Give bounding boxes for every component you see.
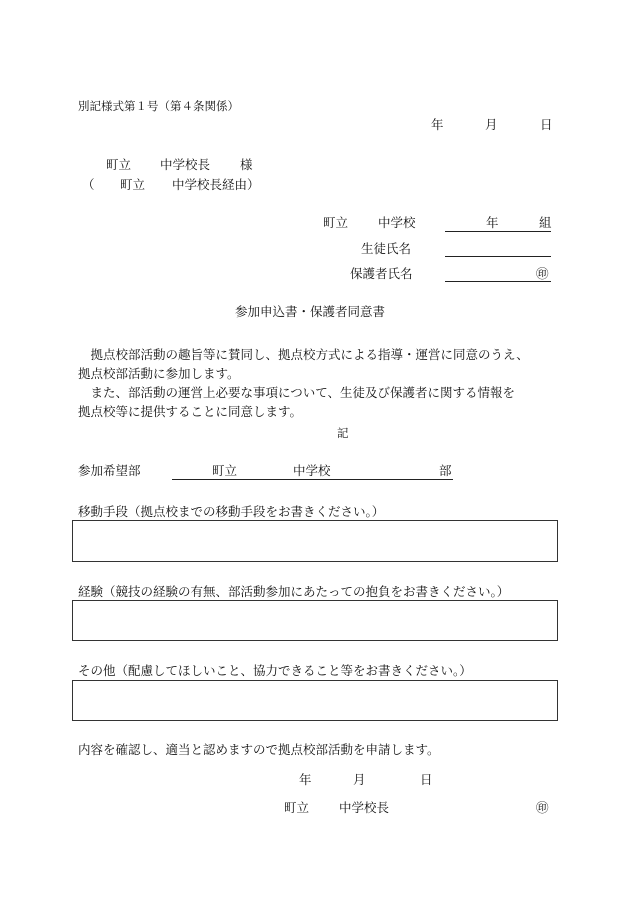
guardian-name-field[interactable] — [445, 281, 551, 282]
student-name-field[interactable] — [445, 256, 551, 257]
student-name-label: 生徒氏名 — [361, 241, 412, 256]
experience-input-box[interactable] — [72, 600, 558, 641]
guardian-name-label: 保護者氏名 — [350, 266, 413, 281]
document-title: 参加申込書・保護者同意書 — [235, 304, 386, 319]
consent-line-1: 拠点校部活動の趣旨等に賛同し、拠点校方式による指導・運営に同意のうえ、 — [78, 347, 529, 362]
addressee-principal: 中学校長 — [160, 157, 211, 172]
transport-input-box[interactable] — [72, 520, 558, 562]
grade-label: 年 — [486, 215, 499, 230]
addressee-honorific: 様 — [240, 157, 253, 172]
guardian-seal-mark: ㊞ — [536, 266, 549, 281]
club-request-label: 参加希望部 — [78, 463, 141, 478]
other-input-box[interactable] — [72, 680, 558, 721]
addressee-via-town: 町立 — [120, 177, 146, 192]
applicant-town: 町立 — [323, 215, 349, 230]
addressee-town: 町立 — [106, 157, 132, 172]
approval-year-label: 年 — [299, 772, 312, 787]
club-request-school: 中学校 — [293, 463, 331, 478]
approval-statement: 内容を確認し、適当と認めますので拠点校部活動を申請します。 — [78, 742, 440, 757]
grade-class-field[interactable] — [445, 231, 551, 232]
approval-month-label: 月 — [353, 772, 366, 787]
ki-marker: 記 — [337, 426, 349, 440]
consent-line-4: 拠点校等に提供することに同意します。 — [78, 404, 303, 419]
addressee-via-principal: 中学校長経由） — [172, 177, 260, 192]
applicant-school: 中学校 — [378, 215, 416, 230]
experience-label: 経験（競技の経験の有無、部活動参加にあたっての抱負をお書きください。） — [78, 584, 510, 599]
class-label: 組 — [539, 215, 552, 230]
club-request-club: 部 — [439, 463, 452, 478]
other-label: その他（配慮してほしいこと、協力できること等をお書きください。） — [78, 663, 472, 678]
form-number: 別記様式第１号（第４条関係） — [78, 99, 239, 113]
date-year-label: 年 — [431, 117, 444, 132]
date-month-label: 月 — [485, 117, 498, 132]
transport-label: 移動手段（拠点校までの移動手段をお書きください。） — [78, 504, 385, 519]
consent-line-2: 拠点校部活動に参加します。 — [78, 366, 240, 381]
addressee-open-paren: （ — [82, 177, 95, 192]
club-request-town: 町立 — [212, 463, 238, 478]
principal-title: 中学校長 — [339, 800, 390, 815]
consent-line-3: また、部活動の運営上必要な事項について、生徒及び保護者に関する情報を — [78, 385, 516, 400]
date-day-label: 日 — [540, 117, 553, 132]
principal-seal-mark: ㊞ — [536, 800, 549, 815]
club-request-field[interactable] — [172, 479, 453, 480]
approval-day-label: 日 — [420, 772, 433, 787]
principal-town: 町立 — [284, 800, 310, 815]
